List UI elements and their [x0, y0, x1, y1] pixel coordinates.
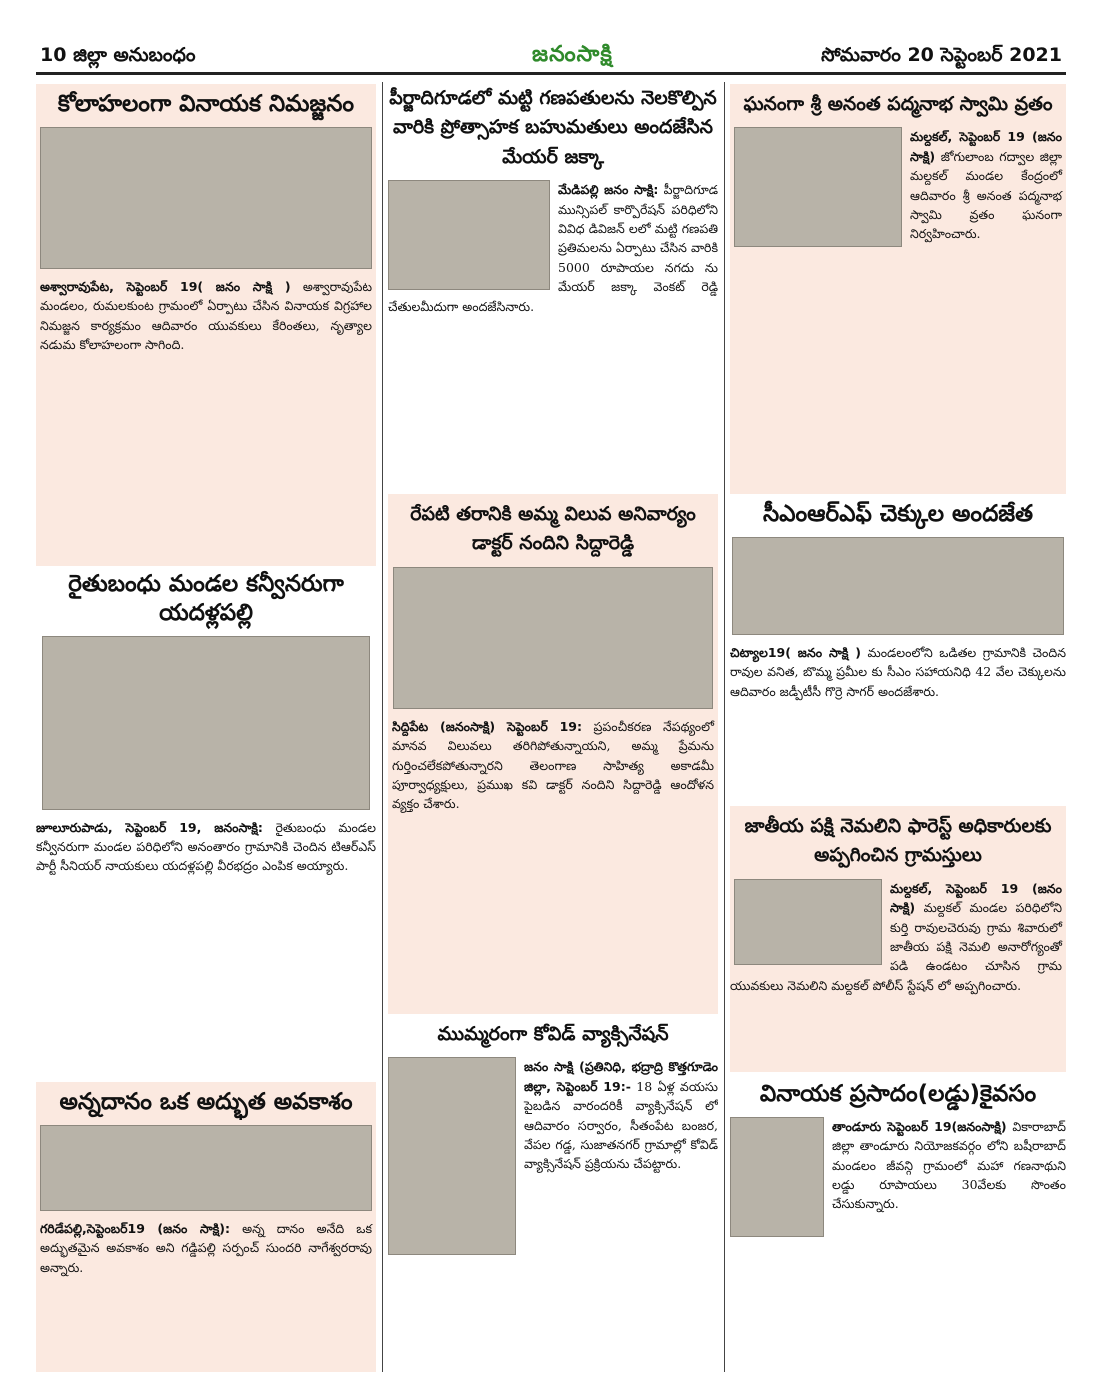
story-body: 18 ఏళ్ల వయసు పైబడిన వారందరికీ వ్యాక్సినేషన్ లో ఆదివారం సర్వారం, సీతంపేట బంజర, వేపల గడ్డ, సుజాతనగర్ గ్రామాల్లో కోవిడ్ వ్యాక్సినేషన్ ప్రక్రియను చేపట్టారు. [524, 1078, 718, 1172]
story-headline: పీర్జాదిగూడలో మట్టి గణపతులను నెలకొల్పిన వారికి ప్రోత్సాహక బహుమతులు అందజేసిన మేయర్ జక్కా [389, 87, 717, 168]
story-photo [732, 537, 1064, 635]
story-dateline: మల్దకల్, సెప్టెంబర్ 19 (జనం సాక్షి) [910, 129, 1062, 164]
story-body: అశ్వారావుపేట మండలం, రుమలకుంట గ్రామంలో ఏర్పాటు చేసిన వినాయక విగ్రహాల నిమజ్జన కార్యక్రమం ఆదివారం యువకులు కేరింతలు, నృత్యాల నడుమ కోలాహలంగా సాగింది. [40, 278, 372, 352]
story-headline: కోలాహలంగా వినాయక నిమజ్జనం [57, 91, 355, 117]
story-mother [388, 494, 718, 1014]
story-photo [393, 567, 713, 709]
story-body: అన్న దానం అనేది ఒక అద్భుతమైన అవకాశం అని గడ్డిపల్లి సర్పంచ్ సుందరి నాగేశ్వరరావు అన్నారు. [40, 1220, 372, 1275]
story-body: మండలంలోని ఒడితల గ్రామానికి చెందిన రావుల వనిత, బొమ్మ ప్రమీల కు సీఎం సహాయనిధి 42 వేల చెక్కులను ఆదివారం జడ్పీటీసీ గొర్రె సాగర్ అందజేశారు. [730, 644, 1066, 699]
story-headline: ముమ్మరంగా కోవిడ్ వ్యాక్సినేషన్ [437, 1023, 669, 1045]
story-body: ప్రపంచీకరణ నేపథ్యంలో మానవ విలువలు తరిగిపోతున్నాయని, అమ్మ ప్రేమను గుర్తించలేకపోతున్నారని తెలంగాణ సాహిత్య అకాడమీ పూర్వాధ్యక్షులు, ప్రముఖ కవి డాక్టర్ నందిని సిద్దారెడ్డి ఆందోళన వ్యక్తం చేశారు. [392, 718, 715, 812]
story-dateline: చిట్యాల19( జనం సాక్షి ) [730, 644, 861, 660]
story-annadanam [36, 1082, 376, 1372]
story-headline: ఘనంగా శ్రీ అనంత పద్మనాభ స్వామి వ్రతం [743, 93, 1053, 115]
story-headline: రైతుబంధు మండల కన్వీనరుగా యదళ్లపల్లి [68, 571, 344, 626]
story-headline: రేపటి తరానికి అమ్మ విలువ అనివార్యం డాక్టర్ నందిని సిద్దారెడ్డి [410, 503, 696, 555]
story-dateline: సిద్దిపేట (జనంసాక్షి) సెప్టెంబర్ 19: [392, 718, 583, 734]
section-name: జిల్లా అనుబంధం [73, 44, 196, 66]
story-photo [734, 879, 882, 965]
story-photo [730, 1117, 824, 1237]
column-divider [382, 82, 383, 1372]
page-number-and-section [40, 44, 196, 71]
story-photo [388, 1057, 516, 1255]
story-photo [40, 127, 372, 269]
story-mayor [388, 84, 718, 488]
story-headline: జాతీయ పక్షి నెమలిని ఫారెస్ట్ అధికారులకు అప్పగించిన గ్రామస్తులు [744, 815, 1052, 867]
story-vaccination [388, 1020, 718, 1372]
story-immersion [36, 84, 376, 566]
story-photo [42, 636, 370, 810]
story-dateline: గరిడేపల్లి,సెప్టెంబర్19 (జనం సాక్షి): [40, 1220, 231, 1236]
issue-date: సోమవారం 20 సెప్టెంబర్ 2021 [821, 44, 1062, 66]
story-dateline: మల్దకల్, సెప్టెంబర్ 19 (జనం సాక్షి) [890, 880, 1062, 916]
column-divider [724, 82, 725, 1372]
story-dateline: జూలూరుపాడు, సెప్టెంబర్ 19, జనంసాక్షి: [36, 819, 263, 835]
masthead [36, 42, 1066, 75]
story-dateline: మేడిపల్లి జనం సాక్షి: [558, 182, 659, 198]
story-dateline: తాండూరు సెప్టెంబర్ 19(జనంసాక్షి) [832, 1118, 1007, 1134]
story-laddu [730, 1080, 1066, 1372]
paper-logo: జనంసాక్షి [532, 42, 613, 67]
story-rythu-bandhu [36, 570, 376, 1078]
story-headline: వినాయక ప్రసాదం(లడ్డు)కైవసం [759, 1081, 1037, 1107]
story-photo [40, 1125, 372, 1211]
page-number: 10 [40, 44, 67, 66]
story-vratham [730, 84, 1066, 494]
story-cmrf [730, 500, 1066, 800]
story-dateline: అశ్వారావుపేట, సెప్టెంబర్ 19( జనం సాక్షి ) [40, 278, 291, 294]
story-peacock [730, 806, 1066, 1072]
story-photo [734, 127, 902, 247]
story-body: జోగులాంబ గద్వాల జిల్లా మల్దకల్ మండల కేంద్రంలో ఆదివారం శ్రీ అనంత పద్మనాభ స్వామి వ్రతం ఘనంగా నిర్వహించారు. [910, 148, 1062, 242]
story-dateline: జనం సాక్షి (ప్రతినిధి, భద్రాద్రి కొత్తగూడెం జిల్లా, సెప్టెంబర్ 19:- [524, 1059, 718, 1094]
story-headline: అన్నదానం ఒక అద్భుత అవకాశం [59, 1089, 353, 1115]
story-body: మల్దకల్ మండల పరిధిలోని కుర్తి రావులచెరువు గ్రామ శివారులో జాతీయ పక్షి నెమలి అనారోగ్యంతో పడి ఉండటం చూసిన గ్రామ యువకులు నెమలిని మల్దకల్ పోలీస్ స్టేషన్ లో అప్పగించారు. [730, 900, 1062, 993]
story-body: వికారాబాద్ జిల్లా తాండూరు నియోజకవర్గం లోని బషీరాబాద్ మండలం జీవన్గి గ్రామంలో మహా గణనాథుని లడ్డు రూపాయలు 30వేలకు సొంతం చేసుకున్నారు. [832, 1118, 1066, 1212]
story-headline: సీఎంఆర్ఎఫ్ చెక్కుల అందజేత [762, 501, 1034, 527]
story-body: పీర్జాదిగూడ మున్సిపల్ కార్పొరేషన్ పరిధిలోని వివిధ డివిజన్ లలో మట్టి గణపతి ప్రతిమలను ఏర్పాటు చేసిన వారికి 5000 రూపాయల నగదు ను మేయర్ జక్కా వెంకట్ రెడ్డి చేతులమీదుగా అందజేసినారు. [388, 182, 718, 314]
story-photo [388, 180, 550, 290]
story-body: రైతుబంధు మండల కన్వీనరుగా మండల పరిధిలోని అనంతారం గ్రామానికి చెందిన టిఆర్ఎస్ పార్టీ సీనియర్ నాయకులు యదళ్లపల్లి వీరభద్రం ఎంపిక అయ్యారు. [36, 819, 376, 874]
